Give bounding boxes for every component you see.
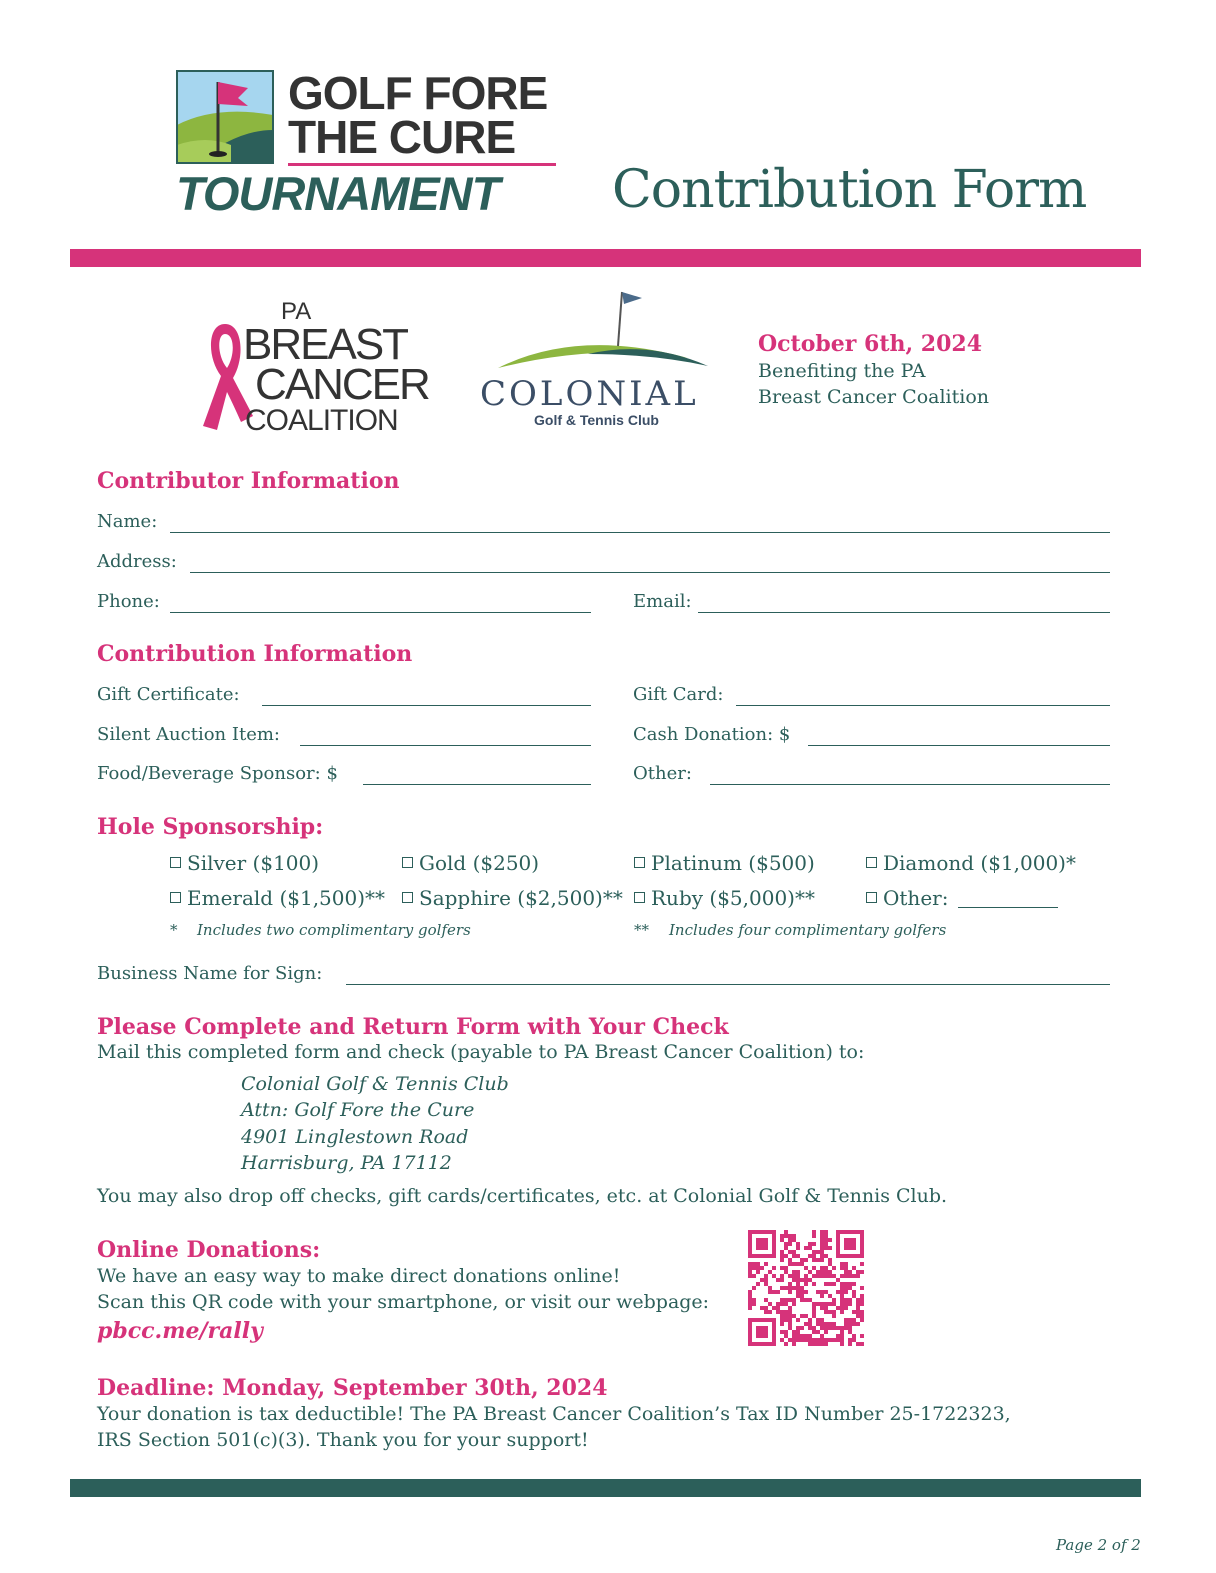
gift-certificate-label: Gift Certificate: [97, 684, 240, 705]
cash-donation-label: Cash Donation: $ [633, 724, 791, 745]
checkbox-gold[interactable]: Gold ($250) [402, 851, 539, 875]
checkbox-silver[interactable]: Silver ($100) [170, 851, 319, 875]
colonial-name: COLONIAL [480, 374, 699, 414]
dropoff-note: You may also drop off checks, gift cards/certificates, etc. at Colonial Golf & Tennis Club. [97, 1185, 948, 1207]
golf-fore-the-cure-logo [176, 67, 566, 220]
note-four-golfers-mark: ** [634, 921, 649, 939]
mailing-address-line-3: 4901 Linglestown Road [241, 1126, 469, 1148]
gift-certificate-field[interactable] [262, 705, 591, 706]
event-date: October 6th, 2024 [758, 331, 983, 357]
phone-field[interactable] [170, 612, 591, 613]
online-line-2: Scan this QR code with your smartphone, or visit our webpage: [97, 1291, 710, 1313]
contributor-heading: Contributor Information [97, 468, 400, 494]
pabcc-pa: PA [281, 298, 312, 325]
email-field[interactable] [698, 612, 1110, 613]
form-title: Contribution Form [612, 160, 1087, 220]
checkbox-ruby[interactable]: Ruby ($5,000)** [634, 886, 815, 910]
deadline-heading: Deadline: Monday, September 30th, 2024 [97, 1375, 608, 1401]
logo-line-1: GOLF FORE [288, 67, 548, 119]
page-number: Page 2 of 2 [1056, 1536, 1141, 1554]
sponsorship-other-field[interactable] [958, 907, 1058, 908]
cash-donation-field[interactable] [808, 745, 1110, 746]
phone-label: Phone: [97, 591, 160, 612]
qr-code-icon[interactable] [748, 1230, 864, 1346]
silent-auction-field[interactable] [300, 745, 591, 746]
food-beverage-field[interactable] [363, 784, 591, 785]
note-two-golfers-mark: * [170, 921, 178, 939]
checkbox-other[interactable]: Other: [866, 886, 948, 910]
pabcc-logo [195, 298, 455, 443]
checkbox-square-icon [170, 857, 181, 868]
return-heading: Please Complete and Return Form with Your Check [97, 1014, 729, 1040]
checkbox-square-icon [634, 892, 645, 903]
checkbox-square-icon [866, 857, 877, 868]
name-label: Name: [97, 511, 158, 532]
checkbox-square-icon [866, 892, 877, 903]
note-two-golfers: Includes two complimentary golfers [197, 921, 471, 939]
checkbox-square-icon [402, 892, 413, 903]
online-line-1: We have an easy way to make direct donations online! [97, 1265, 621, 1287]
pabcc-coalition: COALITION [245, 404, 398, 437]
gift-card-field[interactable] [736, 705, 1110, 706]
header-divider [70, 249, 1141, 267]
colonial-subtitle: Golf & Tennis Club [534, 412, 659, 428]
mailing-address-line-1: Colonial Golf & Tennis Club [241, 1073, 509, 1095]
address-field[interactable] [190, 572, 1110, 573]
gift-card-label: Gift Card: [633, 684, 724, 705]
checkbox-square-icon [170, 892, 181, 903]
other-field[interactable] [710, 784, 1110, 785]
event-benefit-line-2: Breast Cancer Coalition [758, 386, 989, 408]
footer-divider [70, 1479, 1141, 1497]
mailing-address-line-2: Attn: Golf Fore the Cure [241, 1099, 475, 1121]
address-label: Address: [97, 551, 177, 572]
hole-sponsorship-heading: Hole Sponsorship: [97, 814, 324, 840]
checkbox-square-icon [634, 857, 645, 868]
checkbox-platinum[interactable]: Platinum ($500) [634, 851, 815, 875]
food-beverage-label: Food/Beverage Sponsor: $ [97, 763, 338, 784]
pabcc-breast: BREAST [243, 320, 408, 369]
golf-flag-icon [176, 70, 276, 166]
return-instruction: Mail this completed form and check (payable to PA Breast Cancer Coalition) to: [97, 1041, 865, 1063]
checkbox-diamond[interactable]: Diamond ($1,000)* [866, 851, 1076, 875]
colonial-hill-flag-icon [478, 288, 718, 378]
pabcc-cancer: CANCER [255, 360, 429, 409]
contribution-heading: Contribution Information [97, 641, 413, 667]
silent-auction-label: Silent Auction Item: [97, 724, 280, 745]
checkbox-square-icon [402, 857, 413, 868]
email-label: Email: [633, 591, 692, 612]
checkbox-sapphire[interactable]: Sapphire ($2,500)** [402, 886, 623, 910]
mailing-address-line-4: Harrisburg, PA 17112 [241, 1152, 452, 1174]
deadline-line-1: Your donation is tax deductible! The PA Breast Cancer Coalition’s Tax ID Number 25-1722323, [97, 1403, 1011, 1425]
name-field[interactable] [170, 532, 1110, 533]
logo-line-3: TOURNAMENT [176, 167, 500, 220]
logo-line-2: THE CURE [288, 111, 516, 163]
online-heading: Online Donations: [97, 1237, 321, 1263]
colonial-logo [478, 288, 718, 433]
business-name-field[interactable] [346, 984, 1110, 985]
checkbox-emerald[interactable]: Emerald ($1,500)** [170, 886, 385, 910]
donation-url-link[interactable]: pbcc.me/rally [97, 1318, 263, 1344]
business-name-label: Business Name for Sign: [97, 963, 323, 984]
event-benefit-line-1: Benefiting the PA [758, 360, 926, 382]
note-four-golfers: Includes four complimentary golfers [669, 921, 947, 939]
deadline-line-2: IRS Section 501(c)(3). Thank you for your support! [97, 1429, 589, 1451]
other-label: Other: [633, 763, 692, 784]
